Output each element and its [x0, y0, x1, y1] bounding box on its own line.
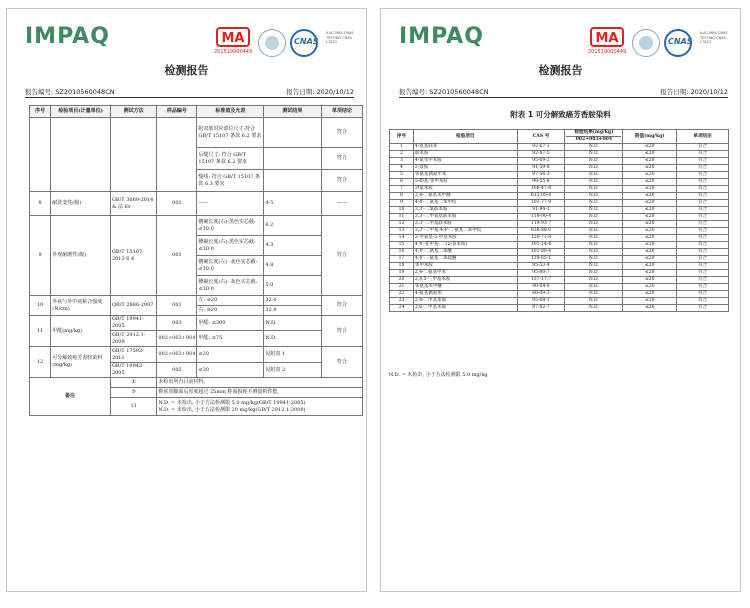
conclusion-cell: 符合 [321, 316, 362, 347]
std-cell: ≤30 [197, 363, 264, 378]
cas-cell: 838-88-0 [517, 228, 565, 235]
table-row [390, 298, 729, 305]
result-cell: N.D. [565, 151, 623, 158]
item-cell: 外观耐磨性(级) [51, 216, 111, 296]
cas-cell: 137-17-7 [517, 277, 565, 284]
table-row [390, 200, 729, 207]
report-date: 报告日期: 2020/10/12 [660, 88, 728, 96]
row-number: 8 [390, 193, 414, 200]
cas-cell: 90-04-0 [517, 284, 565, 291]
limit-cell: ≤20 [623, 172, 677, 179]
conclusion-cell: 符合 [677, 165, 729, 172]
conclusion-cell: 符合 [677, 242, 729, 249]
conclusion-cell: 符合 [677, 249, 729, 256]
std-cell: 腰裹长度(左) -灰色实芯截: ≤10.0 [197, 256, 264, 276]
row-number: 14 [390, 235, 414, 242]
item-cell: 4-氨基联苯 [413, 144, 517, 151]
report-meta [399, 87, 728, 98]
limit-cell: ≤20 [623, 179, 677, 186]
cas-cell: 95-53-4 [517, 263, 565, 270]
std-cell: 后缝尺寸: 符合 GB/T 15107 条款 6.2 要求 [197, 148, 264, 170]
table-row [390, 179, 729, 186]
std-cell: 缝线: 符合 GB/T 15107 条款 6.3 要求 [197, 170, 264, 192]
table-row [390, 158, 729, 165]
result-cell: N.D. [565, 200, 623, 207]
row-number: 1 [390, 144, 414, 151]
cas-cell: 87-62-7 [517, 305, 565, 312]
item-cell: 2-甲氧基-5-甲基苯胺 [413, 235, 517, 242]
report-meta [25, 87, 354, 98]
conclusion-cell: 符合 [677, 151, 729, 158]
conclusion-cell: 符合 [321, 216, 362, 296]
ilac-seal-icon [258, 29, 286, 57]
limit-cell: ≤20 [623, 277, 677, 284]
conclusion-cell: 符合 [677, 172, 729, 179]
appendix-table-body [390, 144, 729, 312]
item-cell: 邻氨基偶氮甲苯 [413, 172, 517, 179]
col-header: 测试方法 [110, 106, 156, 118]
result-cell: 4.8 [264, 256, 321, 276]
remarks-row [30, 378, 363, 388]
result-cell: 32.0 [264, 296, 321, 306]
table-row [30, 347, 363, 363]
std-cell: 腰裹长度(右) -灰色实芯截: ≤10.0 [197, 276, 264, 296]
table-row [30, 296, 363, 306]
table-row [30, 192, 363, 216]
sample-cell: 001 [157, 216, 197, 296]
item-cell: 2,4-二甲基苯胺 [413, 298, 517, 305]
item-cell: 联苯胺 [413, 151, 517, 158]
conclusion-cell: 符合 [677, 298, 729, 305]
row-number: 7 [390, 186, 414, 193]
conclusion-cell: 符合 [677, 186, 729, 193]
result-cell: N.D. [565, 284, 623, 291]
col-header-item: 检验项目 [413, 130, 517, 144]
conclusion-cell: 符合 [677, 179, 729, 186]
col-header: 测试结果 [264, 106, 321, 118]
cnas-mark-logo: CNAS [294, 37, 319, 46]
result-cell: N.D. [565, 179, 623, 186]
result-cell: N.D. [565, 193, 623, 200]
brand-logo: IMPAQ [25, 24, 110, 49]
item-cell: 2,6-二甲基苯胺 [413, 305, 517, 312]
limit-cell: ≤20 [623, 263, 677, 270]
col-header: 单项结论 [321, 106, 362, 118]
cas-cell: 615-05-4 [517, 193, 565, 200]
row-number: 11 [390, 214, 414, 221]
appendix-title: 附表 1 可分解致癌芳香胺染料 [510, 110, 611, 119]
result-cell: 6.2 [264, 216, 321, 236]
cas-cell: 91-59-8 [517, 165, 565, 172]
report-page-main [6, 8, 367, 592]
remarks-label: 备注 [30, 378, 111, 416]
limit-cell: ≤20 [623, 235, 677, 242]
std-cell: 甲醛: ≤75 [197, 331, 264, 347]
col-header-conclusion: 单项结论 [677, 130, 729, 144]
std-cell: 腰裹长度(右)-黑色实芯截: ≤10.0 [197, 236, 264, 256]
item-cell: 邻甲苯胺 [413, 263, 517, 270]
std-cell: ≤20 [197, 347, 264, 363]
col-header: 样品编号 [157, 106, 197, 118]
limit-cell: ≤20 [623, 242, 677, 249]
item-cell: 2-萘胺 [413, 165, 517, 172]
table-row [390, 193, 729, 200]
ma-mark-number: 201519000449 [214, 49, 253, 55]
conclusion-cell: 符合 [677, 200, 729, 207]
limit-cell: ≤20 [623, 298, 677, 305]
std-cell: 附双筋对应部位尺寸:符合 GB/T 15107 条款 6.2 要求 [197, 118, 264, 148]
limit-cell: ≤20 [623, 221, 677, 228]
sample-cell: 002+003+004 [157, 347, 197, 363]
row-number: 23 [390, 298, 414, 305]
limit-cell: ≤20 [623, 256, 677, 263]
cnas-mark-logo: CNAS [668, 37, 693, 46]
result-cell: N.D. [565, 186, 623, 193]
cas-cell: 120-71-8 [517, 235, 565, 242]
item-cell: 4-氯邻甲苯胺 [413, 158, 517, 165]
conclusion-cell: 符合 [677, 263, 729, 270]
limit-cell: ≤20 [623, 151, 677, 158]
conclusion-cell: 符合 [677, 270, 729, 277]
table-row [390, 221, 729, 228]
ma-mark-logo: MA [216, 27, 250, 47]
sample-cell: 003 [157, 316, 197, 331]
row-number: 19 [390, 270, 414, 277]
remark-text: 鞋底厚脚面后厚度超过 25mm 鞋面损耗不测量析性能。 [157, 388, 363, 398]
row-number: 18 [390, 263, 414, 270]
conclusion-cell: 符合 [321, 148, 362, 170]
remark-number: ① [110, 378, 156, 388]
result-cell: 见附表 1 [264, 347, 321, 363]
result-cell: 32.9 [264, 306, 321, 316]
ma-mark-number: 201519000449 [588, 49, 627, 55]
remark-number: 11 [110, 398, 156, 416]
method-cell: GB/T 15107-2013 6.4 [110, 216, 156, 296]
sample-cell: 002+003+004 [157, 331, 197, 347]
appendix-table [389, 129, 729, 312]
cas-cell: 101-14-4 [517, 242, 565, 249]
cas-cell: 99-55-8 [517, 179, 565, 186]
result-cell [264, 170, 321, 192]
row-number: 11 [30, 316, 51, 347]
table-row [390, 256, 729, 263]
row-number: 9 [390, 200, 414, 207]
cas-cell: 95-69-2 [517, 158, 565, 165]
method-cell: GB/T 19942-2005 [110, 363, 156, 378]
brand-logo: IMPAQ [399, 24, 484, 49]
conclusion-cell: 符合 [321, 347, 362, 378]
limit-cell: ≤20 [623, 305, 677, 312]
limit-cell: ≤20 [623, 165, 677, 172]
limit-cell: ≤20 [623, 144, 677, 151]
item-cell: 4,4'-二氨基二苯甲烷 [413, 200, 517, 207]
result-cell: N.D. [565, 235, 623, 242]
table-row [390, 151, 729, 158]
item-cell: 外底与外中底粘合强度 (N/cm) [51, 296, 111, 316]
table-row [390, 305, 729, 312]
row-number: 21 [390, 284, 414, 291]
table-row [390, 284, 729, 291]
table-row [30, 316, 363, 331]
cas-cell: 91-94-1 [517, 207, 565, 214]
table-row [390, 235, 729, 242]
method-cell: QB/T 2886-2007 [110, 296, 156, 316]
result-cell: N.D. [565, 305, 623, 312]
result-cell: 4.3 [264, 236, 321, 256]
limit-cell: ≤20 [623, 228, 677, 235]
cas-cell: 92-87-5 [517, 151, 565, 158]
cnas-mark [290, 29, 324, 57]
cas-cell: 101-77-9 [517, 200, 565, 207]
cas-cell: 119-93-7 [517, 221, 565, 228]
row-number: 22 [390, 291, 414, 298]
item-cell: 4,4'-亚甲基-二-(2-氯苯胺) [413, 242, 517, 249]
limit-cell: ≤20 [623, 207, 677, 214]
item-cell: 3,3'-二甲基-4,4'-二氨基二苯甲烷 [413, 228, 517, 235]
cas-cell: 119-90-4 [517, 214, 565, 221]
method-cell: GB/T 19941-2005 [110, 316, 156, 331]
result-cell: N.D. [565, 228, 623, 235]
table-row [30, 216, 363, 236]
conclusion-cell: 符合 [677, 158, 729, 165]
conclusion-cell: 符合 [677, 284, 729, 291]
row-number: 6 [390, 179, 414, 186]
col-header: 标准值及允差 [197, 106, 264, 118]
result-cell: N.D. [565, 249, 623, 256]
report-date: 报告日期: 2020/10/12 [286, 88, 354, 96]
cnas-caption: ILAC-MRA CNAS TESTING CNAS L7023 [326, 31, 354, 44]
cas-cell: 95-68-1 [517, 298, 565, 305]
row-number: 16 [390, 249, 414, 256]
table-header-row [30, 106, 363, 118]
result-cell: 5.0 [264, 276, 321, 296]
result-cell: N.D. [565, 291, 623, 298]
item-cell: 邻氨基苯甲醚 [413, 284, 517, 291]
conclusion-cell: —— [321, 192, 362, 216]
conclusion-cell: 符合 [677, 228, 729, 235]
certification-marks [214, 27, 354, 59]
table-row [30, 118, 363, 148]
row-number: 2 [390, 151, 414, 158]
item-cell: 可分解致癌芳香胺染料 (mg/kg) [51, 347, 111, 378]
report-number: 报告编号: SZ2010560048CN [25, 88, 115, 96]
table-row [390, 249, 729, 256]
result-cell: N.D. [565, 256, 623, 263]
std-cell: 腰裹长度(右)-黑色实芯截: ≤10.0 [197, 216, 264, 236]
result-cell: N.D. [264, 316, 321, 331]
sample-cell: 005 [157, 363, 197, 378]
row-number: 4 [390, 165, 414, 172]
table-header-row [390, 130, 729, 144]
item-cell: 3,3'-二甲基联苯胺 [413, 221, 517, 228]
row-number: 15 [390, 242, 414, 249]
result-cell: N.D. [565, 214, 623, 221]
limit-cell: ≤20 [623, 291, 677, 298]
item-cell: 2,4,5-三甲基苯胺 [413, 277, 517, 284]
conclusion-cell: 符合 [677, 291, 729, 298]
report-title: 检测报告 [164, 64, 209, 77]
table-row [390, 186, 729, 193]
row-number: 9 [30, 216, 51, 296]
result-cell: 见附表 2 [264, 363, 321, 378]
result-cell: N.D. [565, 270, 623, 277]
cnas-caption: ILAC-MRA CNAS TESTING CNAS L7023 [700, 31, 728, 44]
table-row [390, 242, 729, 249]
table-row [390, 291, 729, 298]
row-number: 20 [390, 277, 414, 284]
std-cell: —— [197, 192, 264, 216]
std-cell: 甲醛: ≤300 [197, 316, 264, 331]
result-cell: N.D. [565, 144, 623, 151]
method-cell: GB/T 3669-2014 & 法 6v [110, 192, 156, 216]
ma-mark-logo: MA [590, 27, 624, 47]
remark-text: N.D. = 未检出, 小于方法检测限 5.0 mg/kg(GB/T 19941-2005) N.D. = 未检出, 小于方法检测限 20 mg/kg(GB/T 2912.1-2009) [157, 398, 363, 416]
result-cell: N.D. [565, 298, 623, 305]
item-cell: 3,3'-二甲氧基联苯胺 [413, 214, 517, 221]
remark-number: ⑤ [110, 388, 156, 398]
method-cell: GB/T 17592-2011 [110, 347, 156, 363]
cas-cell: 139-65-1 [517, 256, 565, 263]
table-row [390, 207, 729, 214]
certification-marks [588, 27, 728, 59]
conclusion-cell: 符合 [321, 118, 362, 148]
report-number: 报告编号: SZ2010560048CN [399, 88, 489, 96]
table-row [390, 172, 729, 179]
conclusion-cell: 符合 [321, 170, 362, 192]
sample-cell: 001 [157, 296, 197, 316]
result-cell [264, 148, 321, 170]
row-number: 12 [30, 347, 51, 378]
report-page-appendix [380, 8, 741, 592]
cas-cell: 97-56-3 [517, 172, 565, 179]
result-cell: N.D. [565, 242, 623, 249]
table-row [390, 214, 729, 221]
conclusion-cell: 符合 [677, 214, 729, 221]
table-row [390, 263, 729, 270]
row-number: 24 [390, 305, 414, 312]
limit-cell: ≤20 [623, 270, 677, 277]
std-cell: 右: ≥20 [197, 306, 264, 316]
conclusion-cell: 符合 [321, 296, 362, 316]
conclusion-cell: 符合 [677, 235, 729, 242]
item-cell: 甲醛(mg/kg) [51, 316, 111, 347]
cnas-mark [664, 29, 698, 57]
ma-mark [588, 27, 628, 59]
limit-cell: ≤20 [623, 193, 677, 200]
table-row [390, 228, 729, 235]
cas-cell: 101-80-4 [517, 249, 565, 256]
conclusion-cell: 符合 [677, 144, 729, 151]
sample-cell: 001 [157, 192, 197, 216]
ilac-seal-icon [632, 29, 660, 57]
limit-cell: ≤20 [623, 186, 677, 193]
std-cell: 左: ≥20 [197, 296, 264, 306]
col-header: 检验项目(计量单位) [51, 106, 111, 118]
col-header-result-sample: 002+003+004 [566, 136, 621, 143]
result-cell: N.D. [565, 263, 623, 270]
cas-cell: 95-80-7 [517, 270, 565, 277]
col-header-no: 序号 [390, 130, 414, 144]
col-header-result [565, 130, 623, 144]
row-number: 13 [390, 228, 414, 235]
item-cell: 3,3'-二氯联苯胺 [413, 207, 517, 214]
result-cell: N.D. [565, 165, 623, 172]
limit-cell: ≤20 [623, 284, 677, 291]
row-number: 3 [390, 158, 414, 165]
result-cell: N.D. [565, 207, 623, 214]
remark-text: 未检出所有目前材料。 [157, 378, 363, 388]
item-cell: 对氯苯胺 [413, 186, 517, 193]
ma-mark [214, 27, 254, 59]
result-cell: N.D. [565, 172, 623, 179]
cas-cell: 106-47-8 [517, 186, 565, 193]
conclusion-cell: 符合 [677, 256, 729, 263]
row-number: 10 [30, 296, 51, 316]
conclusion-cell: 符合 [677, 193, 729, 200]
item-cell: 2,4-二氨基甲苯 [413, 270, 517, 277]
conclusion-cell: 符合 [677, 277, 729, 284]
result-cell: N.D. [264, 331, 321, 347]
limit-cell: ≤20 [623, 158, 677, 165]
cas-cell: 60-09-3 [517, 291, 565, 298]
limit-cell: ≤20 [623, 200, 677, 207]
col-header-limit: 限值(mg/kg) [623, 130, 677, 144]
col-header: 序号 [30, 106, 51, 118]
row-number: 17 [390, 256, 414, 263]
result-cell [264, 118, 321, 148]
row-number: 10 [390, 207, 414, 214]
table-row [390, 277, 729, 284]
table-row [390, 165, 729, 172]
col-header-cas: CAS 号 [517, 130, 565, 144]
result-cell: N.D. [565, 277, 623, 284]
row-number: 8 [30, 192, 51, 216]
conclusion-cell: 符合 [677, 221, 729, 228]
item-cell: 5-硝基-邻甲苯胺 [413, 179, 517, 186]
item-cell: 4-氨基偶氮苯 [413, 291, 517, 298]
limit-cell: ≤20 [623, 214, 677, 221]
limit-cell: ≤20 [623, 249, 677, 256]
conclusion-cell: 符合 [677, 305, 729, 312]
result-cell: N.D. [565, 158, 623, 165]
col-header-result-label: 检验结果(mg/kg) [574, 130, 614, 135]
test-results-table [29, 105, 363, 416]
result-cell: 4-5 [264, 192, 321, 216]
item-cell: 4,4'-二氨基二苯硫醚 [413, 256, 517, 263]
cas-cell: 92-67-1 [517, 144, 565, 151]
table-row [390, 144, 729, 151]
row-number: 12 [390, 221, 414, 228]
method-cell: GB/T 2912.1-2009 [110, 331, 156, 347]
report-title: 检测报告 [538, 64, 583, 77]
row-number: 5 [390, 172, 414, 179]
appendix-note: N.D. = 未检出, 小于方法检测限 5.0 mg/kg [389, 372, 488, 378]
result-cell: N.D. [565, 221, 623, 228]
item-cell: 2,4-二氨基苯甲醚 [413, 193, 517, 200]
item-cell: 4,4'-二氨基二苯醚 [413, 249, 517, 256]
conclusion-cell: 符合 [677, 207, 729, 214]
item-cell: 耐洗变性(级) [51, 192, 111, 216]
table-row [390, 270, 729, 277]
